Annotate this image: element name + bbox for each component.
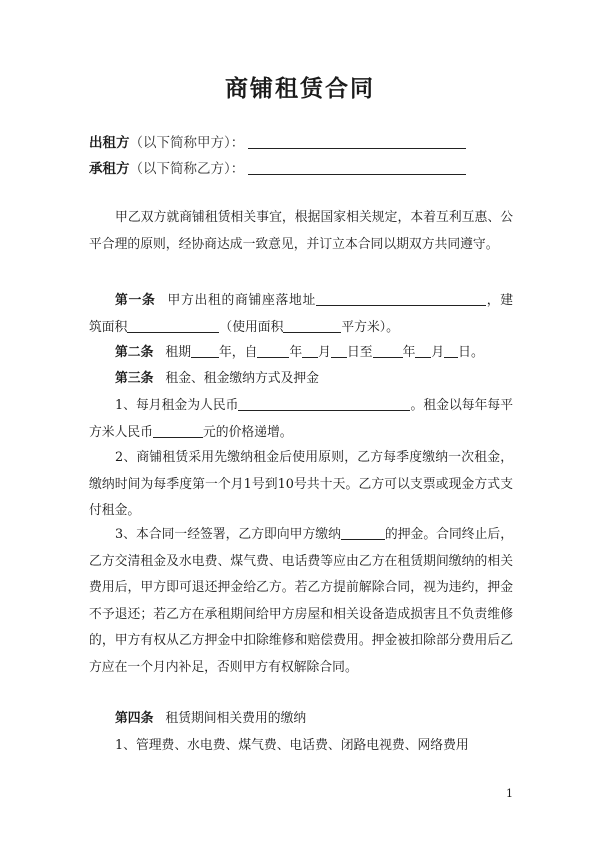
article-1 (89, 288, 513, 341)
article-1-usable-label: （使用面积 (219, 319, 284, 335)
building-area-blank (127, 318, 219, 333)
monthly-rent-blank (238, 396, 410, 411)
rent-text: 1、每月租金为人民币 (115, 398, 239, 413)
lessor-blank (248, 134, 466, 149)
article-2-day-to: 日至 (346, 345, 373, 360)
deposit-terms: 的押金。合同终止后，乙方交清租金及水电费、煤气费、电话费等应由乙方在租赁期间缴纳的相关费用后，甲方即可退还押金给乙方。若乙方提前解除合同，视为违约，押金不予退还；若乙方在承租期间给甲方房屋和相关设备造成损害且不负责维修的，甲方有权从乙方押金中扣除维修和赔偿费用。押金被扣除部分费用后乙方应在一个月内补足，否则甲方有权解除合同。 (89, 527, 513, 675)
end-day-blank (444, 343, 458, 358)
term-years-blank (191, 343, 219, 358)
rent-increase-tail: 元的价格递增。 (202, 424, 293, 440)
article-2 (89, 340, 513, 367)
lessor-label: 出租方 (89, 135, 130, 151)
address-blank (316, 291, 486, 306)
deposit-blank (341, 525, 385, 540)
page-number: 1 (506, 787, 513, 800)
article-3-clause-2: 2、商铺租赁采用先缴纳租金后使用原则，乙方每季度缴纳一次租金，缴纳时间为每季度第一个月1号到10号共十天。乙方可以支票或现金方式支付租金。 (89, 450, 513, 518)
article-3-clause-1 (89, 393, 513, 446)
lessee-line (89, 159, 466, 179)
article-1-label: 第一条 (115, 293, 156, 308)
article-2-text: 租期 (165, 345, 191, 360)
end-month-blank (415, 343, 431, 358)
article-4-heading (89, 706, 513, 733)
rent-increase-text: 。租金以每年每平方米人民币 (89, 398, 513, 440)
article-3-label: 第三条 (115, 371, 154, 386)
article-3-clause-3 (89, 522, 513, 681)
usable-area-blank (283, 318, 341, 333)
article-1-area-label: 建筑面积 (89, 293, 513, 335)
start-year-blank (257, 343, 289, 358)
article-2-year: 年 (289, 345, 303, 360)
rent-increase-blank (153, 423, 203, 438)
article-2-month: 月 (318, 345, 331, 360)
lessor-hint: （以下简称甲方）： (129, 135, 245, 151)
deposit-text: 3、本合同一经签署，乙方即向甲方缴纳 (115, 527, 341, 542)
start-month-blank (302, 343, 318, 358)
article-4-label: 第四条 (115, 711, 154, 726)
article-2-end-year: 年 (402, 345, 416, 360)
preamble-paragraph: 甲乙双方就商铺租赁相关事宜，根据国家相关规定，本着互利互惠、公平合理的原则，经协商达成一致意见，并订立本合同以期双方共同遵守。 (89, 210, 513, 252)
article-2-year-from: 年，自 (218, 345, 258, 360)
lessee-blank (248, 160, 466, 175)
lessee-label: 承租方 (89, 161, 130, 177)
article-4-clause-1: 1、管理费、水电费、煤气费、电话费、闭路电视费、网络费用 (115, 738, 469, 753)
article-1-comma: ， (486, 293, 501, 308)
article-2-label: 第二条 (115, 345, 154, 360)
article-3-heading (89, 366, 513, 393)
article-3-title: 租金、租金缴纳方式及押金 (165, 371, 319, 386)
article-1-text: 甲方出租的商铺座落地址 (167, 293, 316, 308)
document-title: 商铺租赁合同 (225, 76, 375, 102)
lessor-line (89, 133, 466, 153)
article-2-end-day: 日。 (458, 345, 484, 360)
end-year-blank (373, 343, 403, 358)
start-day-blank (331, 343, 347, 358)
lessee-hint: （以下简称乙方）： (129, 161, 245, 177)
article-2-end-month: 月 (431, 345, 445, 360)
article-4-title: 租赁期间相关费用的缴纳 (165, 711, 307, 726)
article-1-unit: 平方米）。 (341, 319, 399, 335)
